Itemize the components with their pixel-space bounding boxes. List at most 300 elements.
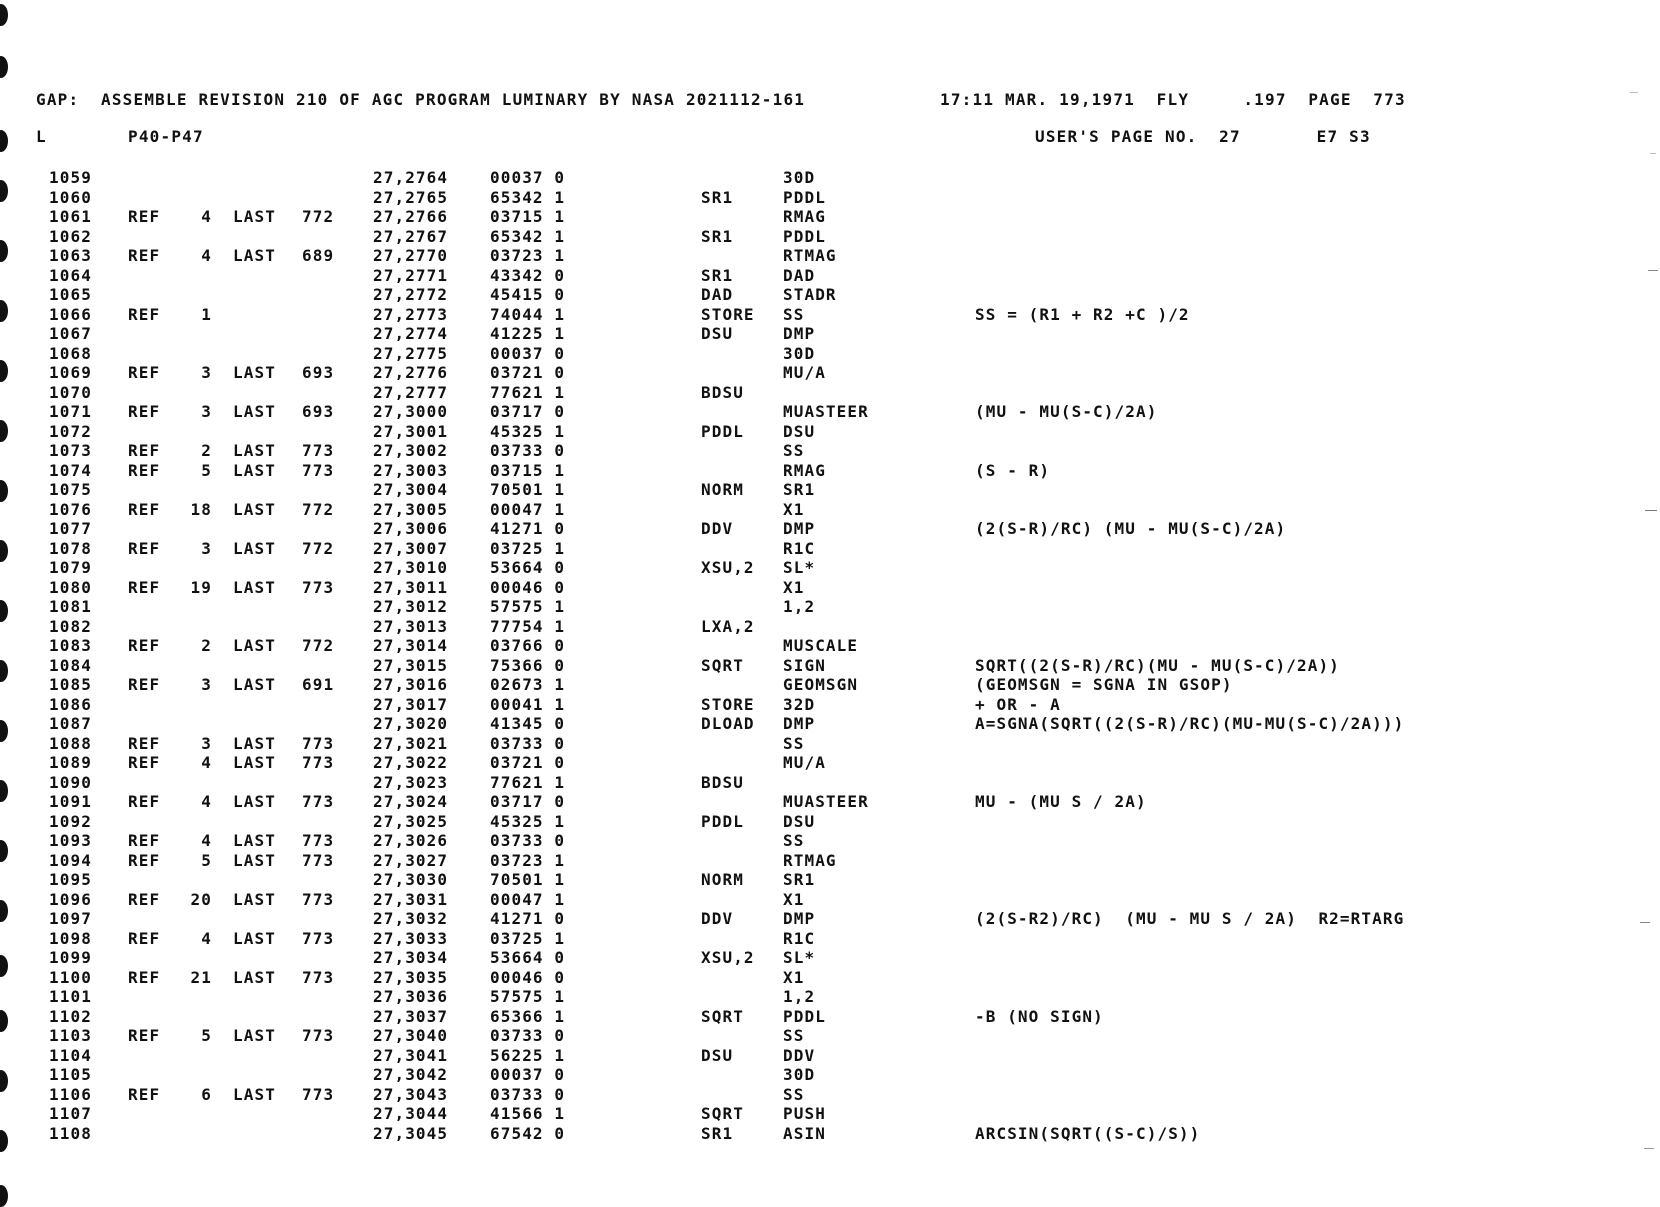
opcode: STORE [701, 694, 755, 714]
listing-row [0, 344, 1660, 364]
line-number: 1088 [49, 733, 92, 753]
ref-count: 2 [201, 636, 212, 655]
listing-row [0, 1026, 1660, 1046]
line-number: 1061 [49, 207, 92, 226]
scan-mark [1648, 270, 1658, 271]
listing-row [0, 773, 1660, 793]
address: 27,3033 [373, 928, 449, 948]
line-number: 1059 [49, 168, 92, 187]
listing-row [0, 266, 1660, 286]
octal-code: 03733 0 [490, 1026, 566, 1045]
operand: R1C [783, 928, 816, 948]
last-page: 773 [302, 1026, 335, 1045]
ref-label: REF [128, 733, 161, 753]
last-label: LAST [233, 850, 276, 870]
listing-row [0, 1104, 1660, 1124]
operand: SS [783, 1084, 805, 1104]
octal-code: 03733 0 [490, 831, 566, 850]
ref-label: REF [128, 1026, 161, 1045]
line-number: 1087 [49, 714, 92, 733]
listing-row [0, 1046, 1660, 1066]
address: 27,3031 [373, 889, 449, 909]
octal-code: 77754 1 [490, 616, 566, 636]
last-page: 693 [302, 402, 335, 421]
octal-code: 41271 0 [490, 519, 566, 538]
line-number: 1105 [49, 1065, 92, 1084]
ref-label: REF [128, 850, 161, 870]
last-page: 773 [302, 967, 335, 987]
last-page: 773 [302, 577, 335, 597]
address: 27,2775 [373, 343, 449, 363]
opcode: DDV [701, 519, 734, 538]
last-page: 773 [302, 928, 335, 948]
listing-row [0, 188, 1660, 208]
last-page: 772 [302, 636, 335, 655]
address: 27,2770 [373, 246, 449, 265]
header-section: P40-P47 [128, 127, 204, 146]
address: 27,3037 [373, 1006, 449, 1026]
ref-count: 1 [201, 304, 212, 324]
ref-label: REF [128, 304, 161, 324]
operand: X1 [783, 967, 805, 987]
operand: SR1 [783, 870, 816, 889]
octal-code: 00041 1 [490, 694, 566, 714]
listing-row [0, 168, 1660, 188]
comment: + OR - A [975, 694, 1061, 714]
octal-code: 74044 1 [490, 304, 566, 324]
operand: PDDL [783, 187, 826, 207]
opcode: BDSU [701, 382, 744, 402]
operand: RTMAG [783, 246, 837, 265]
listing-row [0, 987, 1660, 1007]
octal-code: 03715 1 [490, 460, 566, 480]
address: 27,3045 [373, 1123, 449, 1143]
comment: MU - (MU S / 2A) [975, 792, 1147, 811]
listing-row [0, 734, 1660, 754]
ref-count: 4 [201, 928, 212, 948]
line-number: 1071 [49, 402, 92, 421]
operand: DMP [783, 714, 816, 733]
line-number: 1060 [49, 187, 92, 207]
operand: PDDL [783, 226, 826, 246]
octal-code: 03766 0 [490, 636, 566, 655]
ref-label: REF [128, 792, 161, 811]
last-page: 773 [302, 1084, 335, 1104]
last-page: 772 [302, 499, 335, 519]
punch-hole-icon [0, 1185, 8, 1207]
listing-row [0, 656, 1660, 676]
octal-code: 65342 1 [490, 187, 566, 207]
last-label: LAST [233, 441, 276, 460]
operand: DSU [783, 421, 816, 441]
last-label: LAST [233, 967, 276, 987]
line-number: 1073 [49, 441, 92, 460]
listing-row [0, 695, 1660, 715]
comment: (GEOMSGN = SGNA IN GSOP) [975, 675, 1233, 694]
ref-label: REF [128, 207, 161, 226]
listing-row [0, 831, 1660, 851]
last-label: LAST [233, 928, 276, 948]
line-number: 1065 [49, 285, 92, 304]
line-number: 1100 [49, 967, 92, 987]
scan-mark [1630, 92, 1638, 93]
listing-row [0, 324, 1660, 344]
line-number: 1101 [49, 987, 92, 1006]
opcode: SR1 [701, 226, 734, 246]
line-number: 1070 [49, 382, 92, 402]
opcode: SR1 [701, 187, 734, 207]
ref-count: 3 [201, 363, 212, 382]
operand: DDV [783, 1045, 816, 1065]
line-number: 1080 [49, 577, 92, 597]
listing-row [0, 1007, 1660, 1027]
ref-count: 3 [201, 538, 212, 558]
address: 27,3012 [373, 597, 449, 616]
octal-code: 65342 1 [490, 226, 566, 246]
ref-count: 3 [201, 675, 212, 694]
punch-hole-icon [0, 130, 8, 152]
operand: SR1 [783, 480, 816, 499]
ref-count: 4 [201, 246, 212, 265]
line-number: 1083 [49, 636, 92, 655]
ref-label: REF [128, 460, 161, 480]
last-page: 773 [302, 460, 335, 480]
octal-code: 03721 0 [490, 363, 566, 382]
listing-row [0, 383, 1660, 403]
last-page: 691 [302, 675, 335, 694]
octal-code: 03721 0 [490, 753, 566, 772]
address: 27,3003 [373, 460, 449, 480]
listing-row [0, 675, 1660, 695]
ref-label: REF [128, 831, 161, 850]
operand: 1,2 [783, 597, 816, 616]
opcode: STORE [701, 304, 755, 324]
ref-count: 3 [201, 733, 212, 753]
line-number: 1092 [49, 811, 92, 831]
operand: 30D [783, 343, 816, 363]
header-user-page: USER'S PAGE NO. 27 E7 S3 [1035, 127, 1371, 146]
operand: MU/A [783, 363, 826, 382]
octal-code: 00037 0 [490, 168, 566, 187]
operand: MUSCALE [783, 636, 859, 655]
operand: RMAG [783, 207, 826, 226]
address: 27,3044 [373, 1104, 449, 1123]
line-number: 1078 [49, 538, 92, 558]
operand: MUASTEER [783, 402, 869, 421]
ref-count: 3 [201, 402, 212, 421]
listing-row [0, 597, 1660, 617]
octal-code: 57575 1 [490, 987, 566, 1006]
listing-row [0, 968, 1660, 988]
line-number: 1108 [49, 1123, 92, 1143]
operand: DAD [783, 265, 816, 285]
last-page: 773 [302, 441, 335, 460]
ref-label: REF [128, 538, 161, 558]
operand: 30D [783, 168, 816, 187]
header-title: GAP: ASSEMBLE REVISION 210 OF AGC PROGRAM LUMINARY BY NASA 2021112-161 [36, 90, 806, 109]
octal-code: 41345 0 [490, 714, 566, 733]
address: 27,3013 [373, 616, 449, 636]
scan-mark [1644, 1148, 1654, 1149]
address: 27,2777 [373, 382, 449, 402]
address: 27,3006 [373, 519, 449, 538]
last-label: LAST [233, 207, 276, 226]
ref-count: 2 [201, 441, 212, 460]
opcode: SQRT [701, 655, 744, 675]
address: 27,3027 [373, 850, 449, 870]
operand: DMP [783, 519, 816, 538]
ref-label: REF [128, 928, 161, 948]
listing-row [0, 558, 1660, 578]
operand: SS [783, 304, 805, 324]
listing-row [0, 422, 1660, 442]
line-number: 1084 [49, 655, 92, 675]
address: 27,3026 [373, 831, 449, 850]
line-number: 1063 [49, 246, 92, 265]
last-label: LAST [233, 675, 276, 694]
line-number: 1068 [49, 343, 92, 363]
listing-row [0, 714, 1660, 734]
operand: SL* [783, 948, 816, 967]
operand: MUASTEER [783, 792, 869, 811]
listing-row [0, 1085, 1660, 1105]
address: 27,3002 [373, 441, 449, 460]
operand: 32D [783, 694, 816, 714]
listing-row [0, 500, 1660, 520]
last-page: 773 [302, 753, 335, 772]
octal-code: 41566 1 [490, 1104, 566, 1123]
last-page: 772 [302, 207, 335, 226]
comment: (MU - MU(S-C)/2A) [975, 402, 1158, 421]
opcode: XSU,2 [701, 948, 755, 967]
line-number: 1081 [49, 597, 92, 616]
line-number: 1064 [49, 265, 92, 285]
last-label: LAST [233, 460, 276, 480]
line-number: 1096 [49, 889, 92, 909]
last-page: 773 [302, 792, 335, 811]
listing-row [0, 812, 1660, 832]
listing-row [0, 617, 1660, 637]
opcode: LXA,2 [701, 616, 755, 636]
scan-mark [1640, 922, 1650, 923]
line-number: 1104 [49, 1045, 92, 1065]
octal-code: 70501 1 [490, 870, 566, 889]
last-label: LAST [233, 792, 276, 811]
octal-code: 03725 1 [490, 928, 566, 948]
last-label: LAST [233, 499, 276, 519]
listing-row [0, 1065, 1660, 1085]
line-number: 1069 [49, 363, 92, 382]
operand: SS [783, 1026, 805, 1045]
octal-code: 03733 0 [490, 1084, 566, 1104]
operand: GEOMSGN [783, 675, 859, 694]
listing-row [0, 578, 1660, 598]
ref-label: REF [128, 246, 161, 265]
line-number: 1091 [49, 792, 92, 811]
address: 27,3015 [373, 655, 449, 675]
line-number: 1103 [49, 1026, 92, 1045]
listing-row [0, 539, 1660, 559]
line-number: 1074 [49, 460, 92, 480]
line-number: 1093 [49, 831, 92, 850]
last-page: 772 [302, 538, 335, 558]
ref-count: 19 [190, 577, 212, 597]
octal-code: 41225 1 [490, 324, 566, 343]
listing-row [0, 441, 1660, 461]
line-number: 1107 [49, 1104, 92, 1123]
last-page: 773 [302, 889, 335, 909]
ref-count: 6 [201, 1084, 212, 1104]
address: 27,3010 [373, 558, 449, 577]
address: 27,3023 [373, 772, 449, 792]
operand: X1 [783, 889, 805, 909]
last-label: LAST [233, 889, 276, 909]
last-label: LAST [233, 733, 276, 753]
octal-code: 45415 0 [490, 285, 566, 304]
line-number: 1097 [49, 909, 92, 928]
octal-code: 75366 0 [490, 655, 566, 675]
octal-code: 53664 0 [490, 558, 566, 577]
octal-code: 70501 1 [490, 480, 566, 499]
operand: 30D [783, 1065, 816, 1084]
operand: X1 [783, 577, 805, 597]
opcode: SR1 [701, 265, 734, 285]
octal-code: 03723 1 [490, 246, 566, 265]
opcode: SQRT [701, 1104, 744, 1123]
listing-row [0, 246, 1660, 266]
comment: (2(S-R)/RC) (MU - MU(S-C)/2A) [975, 519, 1287, 538]
octal-code: 03733 0 [490, 441, 566, 460]
address: 27,3032 [373, 909, 449, 928]
line-number: 1085 [49, 675, 92, 694]
ref-label: REF [128, 1084, 161, 1104]
address: 27,3025 [373, 811, 449, 831]
line-number: 1095 [49, 870, 92, 889]
operand: MU/A [783, 753, 826, 772]
listing-row [0, 890, 1660, 910]
operand: PDDL [783, 1006, 826, 1026]
line-number: 1094 [49, 850, 92, 870]
operand: X1 [783, 499, 805, 519]
address: 27,2767 [373, 226, 449, 246]
listing-row [0, 851, 1660, 871]
ref-count: 4 [201, 792, 212, 811]
ref-count: 18 [190, 499, 212, 519]
octal-code: 03733 0 [490, 733, 566, 753]
listing-row [0, 480, 1660, 500]
listing-row [0, 948, 1660, 968]
octal-code: 03717 0 [490, 402, 566, 421]
listing-row [0, 636, 1660, 656]
listing-row [0, 402, 1660, 422]
octal-code: 53664 0 [490, 948, 566, 967]
last-page: 773 [302, 850, 335, 870]
punch-hole-icon [0, 56, 8, 78]
comment: SS = (R1 + R2 +C )/2 [975, 304, 1190, 324]
ref-label: REF [128, 363, 161, 382]
line-number: 1090 [49, 772, 92, 792]
scan-mark [1645, 510, 1657, 511]
ref-label: REF [128, 636, 161, 655]
opcode: DLOAD [701, 714, 755, 733]
last-page: 689 [302, 246, 335, 265]
opcode: BDSU [701, 772, 744, 792]
address: 27,3005 [373, 499, 449, 519]
line-number: 1067 [49, 324, 92, 343]
octal-code: 00037 0 [490, 343, 566, 363]
operand: PUSH [783, 1104, 826, 1123]
opcode: NORM [701, 870, 744, 889]
operand: SIGN [783, 655, 826, 675]
comment: SQRT((2(S-R)/RC)(MU - MU(S-C)/2A)) [975, 655, 1340, 675]
octal-code: 03725 1 [490, 538, 566, 558]
address: 27,3016 [373, 675, 449, 694]
operand: SL* [783, 558, 816, 577]
octal-code: 02673 1 [490, 675, 566, 694]
opcode: SR1 [701, 1123, 734, 1143]
address: 27,2766 [373, 207, 449, 226]
address: 27,3022 [373, 753, 449, 772]
opcode: PDDL [701, 421, 744, 441]
octal-code: 77621 1 [490, 382, 566, 402]
punch-hole-icon [0, 4, 8, 26]
listing-row [0, 909, 1660, 929]
line-number: 1106 [49, 1084, 92, 1104]
address: 27,2771 [373, 265, 449, 285]
last-label: LAST [233, 538, 276, 558]
operand: RTMAG [783, 850, 837, 870]
line-number: 1066 [49, 304, 92, 324]
address: 27,2765 [373, 187, 449, 207]
octal-code: 57575 1 [490, 597, 566, 616]
opcode: NORM [701, 480, 744, 499]
octal-code: 03717 0 [490, 792, 566, 811]
opcode: SQRT [701, 1006, 744, 1026]
address: 27,3001 [373, 421, 449, 441]
last-label: LAST [233, 577, 276, 597]
listing-row [0, 227, 1660, 247]
ref-label: REF [128, 753, 161, 772]
assembly-listing [0, 168, 1660, 1143]
address: 27,3042 [373, 1065, 449, 1084]
listing-row [0, 461, 1660, 481]
address: 27,3035 [373, 967, 449, 987]
octal-code: 65366 1 [490, 1006, 566, 1026]
octal-code: 03715 1 [490, 207, 566, 226]
operand: DMP [783, 909, 816, 928]
comment: ARCSIN(SQRT((S-C)/S)) [975, 1123, 1201, 1143]
ref-label: REF [128, 499, 161, 519]
ref-count: 20 [190, 889, 212, 909]
address: 27,3011 [373, 577, 449, 597]
operand: SS [783, 831, 805, 850]
octal-code: 43342 0 [490, 265, 566, 285]
line-number: 1089 [49, 753, 92, 772]
octal-code: 00046 0 [490, 967, 566, 987]
address: 27,3000 [373, 402, 449, 421]
last-page: 773 [302, 831, 335, 850]
ref-count: 4 [201, 831, 212, 850]
last-label: LAST [233, 831, 276, 850]
ref-count: 4 [201, 753, 212, 772]
ref-label: REF [128, 967, 161, 987]
address: 27,3041 [373, 1045, 449, 1065]
line-number: 1099 [49, 948, 92, 967]
octal-code: 45325 1 [490, 811, 566, 831]
comment: -B (NO SIGN) [975, 1006, 1104, 1026]
line-number: 1077 [49, 519, 92, 538]
octal-code: 45325 1 [490, 421, 566, 441]
